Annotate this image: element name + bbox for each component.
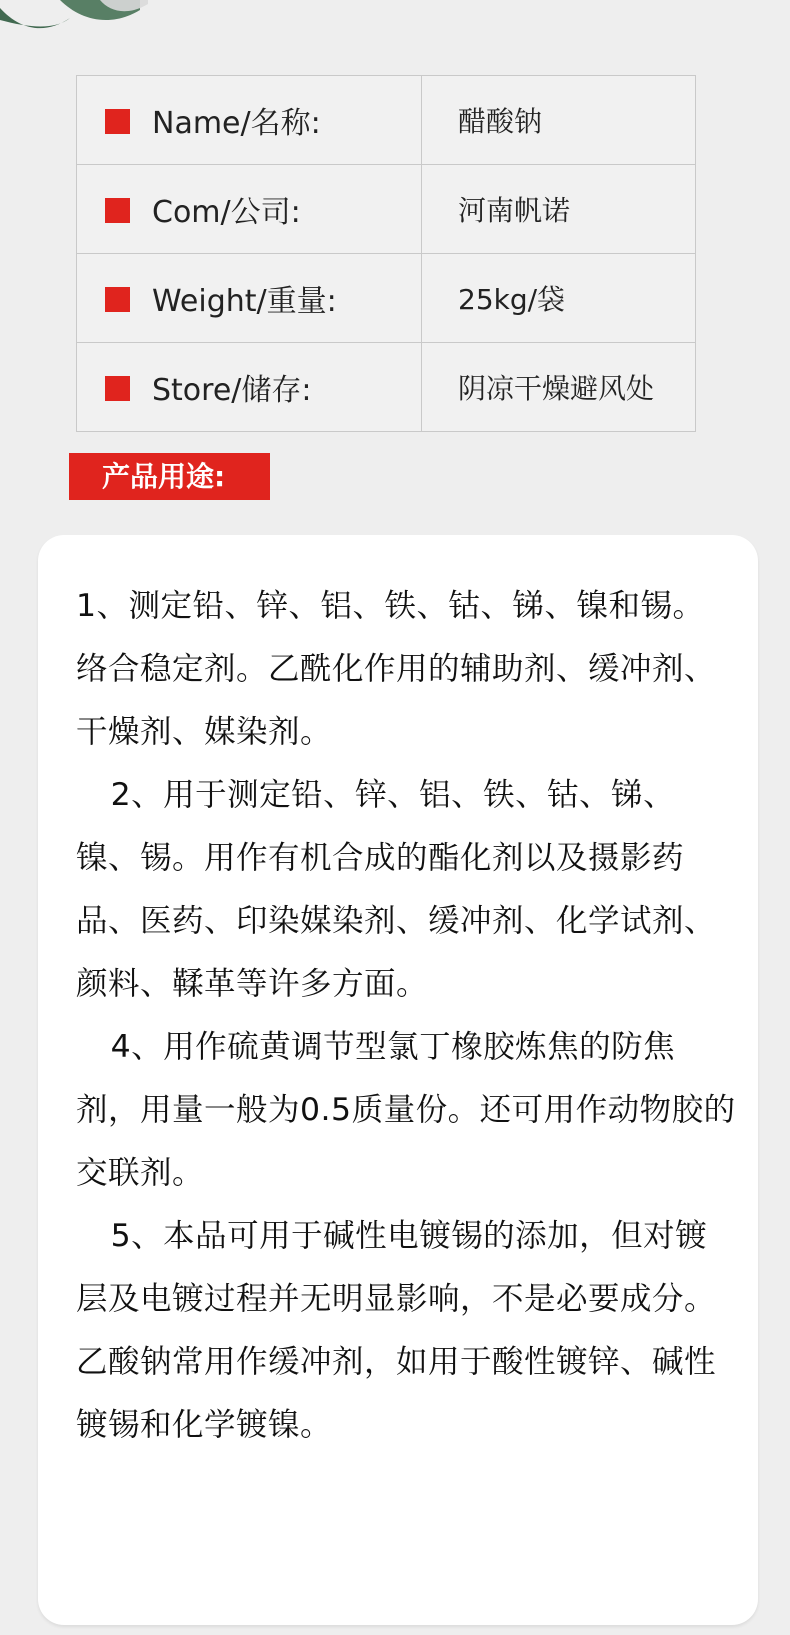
spec-value-cell [422, 343, 696, 432]
leaf-decoration [0, 0, 150, 40]
spec-row-weight [77, 254, 696, 343]
spec-value-cell [422, 254, 696, 343]
spec-value: 河南帆诺 [458, 194, 571, 227]
spec-value: 醋酸钠 [458, 105, 543, 138]
red-square-bullet-icon [105, 287, 130, 312]
usage-paragraph-2: 2、用于测定铅、锌、铝、铁、钴、锑、镍、锡。用作有机合成的酯化剂以及摄影药品、医药、印染媒染剂、缓冲剂、化学试剂、颜料、鞣革等许多方面。 [76, 777, 717, 1002]
spec-value: 阴凉干燥避风处 [458, 372, 655, 405]
usage-paragraph-5: 5、本品可用于碱性电镀锡的添加，但对镀层及电镀过程并无明显影响，不是必要成分。乙酸钠常用作缓冲剂，如用于酸性镀锌、碱性镀锡和化学镀镍。 [76, 1218, 717, 1443]
usage-paragraph-4: 4、用作硫黄调节型氯丁橡胶炼焦的防焦剂，用量一般为0.5质量份。还可用作动物胶的交联剂。 [76, 1029, 736, 1191]
red-square-bullet-icon [105, 376, 130, 401]
spec-key: Com/公司: [152, 195, 301, 230]
spec-key-cell [77, 254, 422, 343]
spec-row-name [77, 76, 696, 165]
spec-key-cell [77, 76, 422, 165]
red-square-bullet-icon [105, 109, 130, 134]
spec-key: Name/名称: [152, 106, 321, 141]
usage-card [38, 535, 758, 1625]
usage-paragraph-1: 1、测定铅、锌、铝、铁、钴、锑、镍和锡。络合稳定剂。乙酰化作用的辅助剂、缓冲剂、干燥剂、媒染剂。 [76, 588, 717, 750]
usage-text [76, 575, 736, 1457]
spec-value: 25kg/袋 [458, 283, 566, 316]
spec-row-store [77, 343, 696, 432]
spec-key: Weight/重量: [152, 284, 337, 319]
section-title-usage: 产品用途: [69, 453, 270, 500]
spec-key-cell [77, 165, 422, 254]
spec-row-company [77, 165, 696, 254]
spec-key-cell [77, 343, 422, 432]
red-square-bullet-icon [105, 198, 130, 223]
spec-value-cell [422, 76, 696, 165]
spec-value-cell [422, 165, 696, 254]
spec-table [76, 75, 696, 432]
spec-key: Store/储存: [152, 373, 312, 408]
